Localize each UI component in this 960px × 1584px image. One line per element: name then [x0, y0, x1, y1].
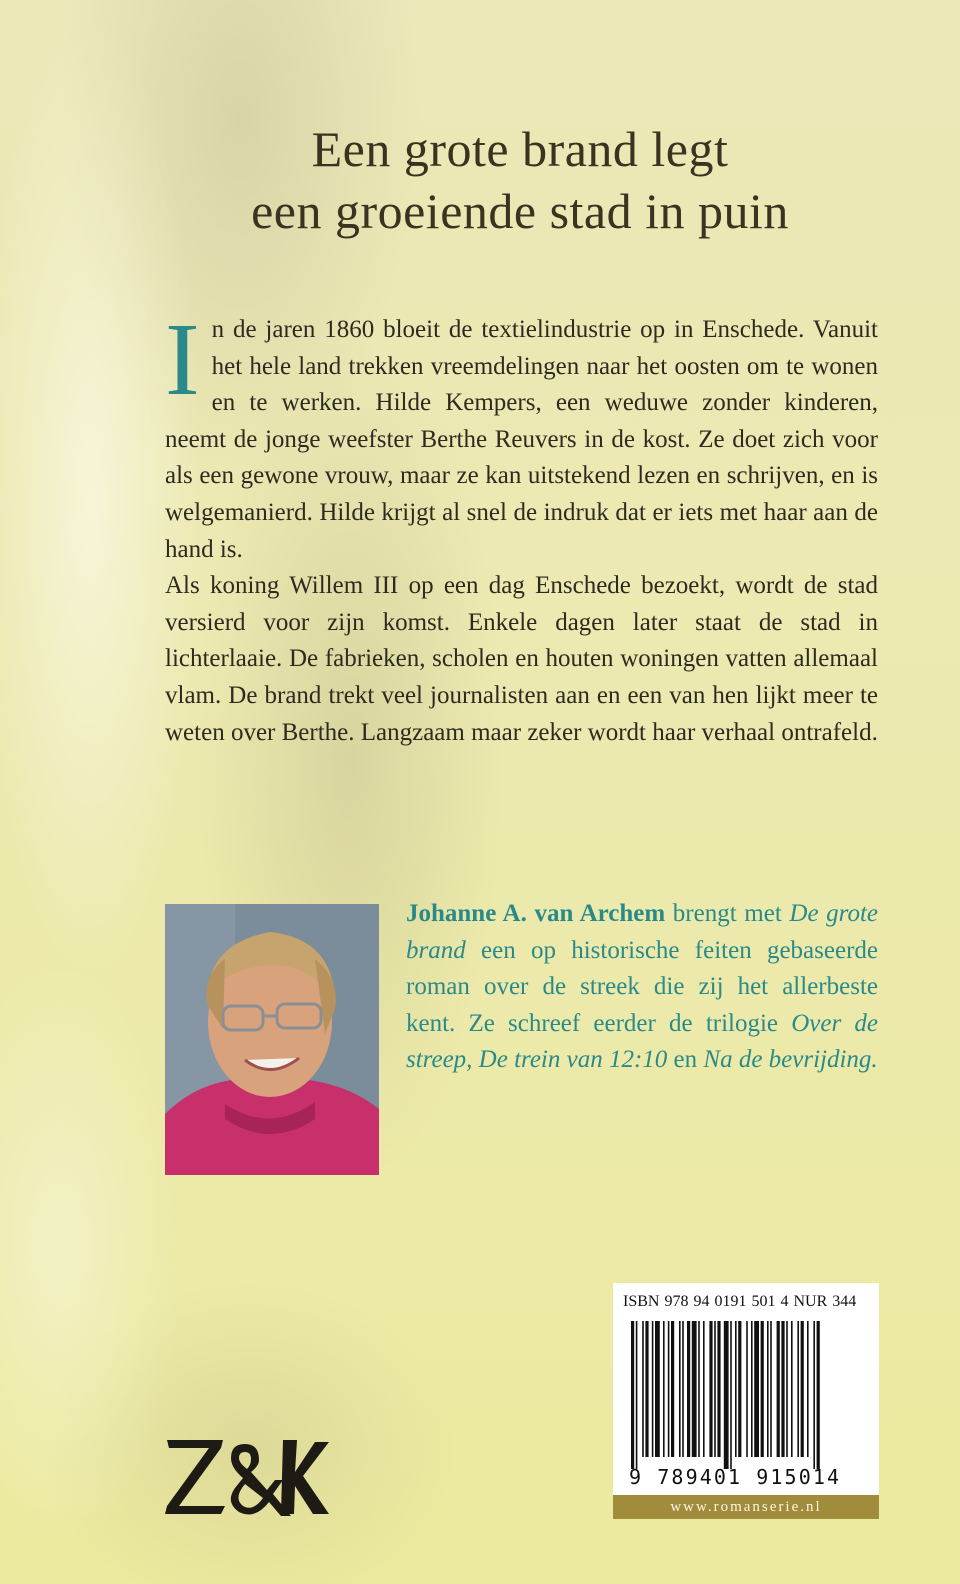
author-name: Johanne A. van Archem: [406, 900, 666, 927]
barcode-bar: [770, 1321, 772, 1457]
author-bio-text-3: en: [667, 1046, 704, 1074]
barcode-bar: [703, 1321, 705, 1457]
synopsis-paragraph-1: [165, 302, 878, 568]
barcode-bar: [767, 1321, 769, 1457]
barcode-bar: [655, 1321, 660, 1457]
barcode-bar: [761, 1321, 764, 1457]
barcode-bar: [671, 1321, 674, 1457]
headline-line-1: Een grote brand legt: [311, 121, 729, 177]
barcode-bar: [730, 1321, 732, 1469]
barcode-bar: [652, 1321, 654, 1457]
barcode-bar: [682, 1321, 684, 1457]
barcode-bar: [801, 1321, 804, 1457]
barcode-bar: [781, 1321, 784, 1457]
barcode-bar: [679, 1321, 681, 1457]
barcode-bar: [817, 1321, 820, 1469]
barcode-bar: [813, 1321, 815, 1469]
publisher-website: www.romanserie.nl: [613, 1495, 879, 1519]
synopsis-paragraph-2: Als koning Willem III op een dag Enschede bezoekt, wordt de stad versierd voor zijn komst. Enkele dagen later staat de stad in lichterlaaie. De fabrieken, scholen en houten woningen vatten allemaal vlam. De brand trekt veel journalisten aan en een van hen lijkt meer te weten over Berthe. Langzaam maar zeker wordt haar verhaal ontrafeld.: [165, 572, 878, 746]
barcode-bar: [714, 1321, 716, 1457]
barcode-bar: [777, 1321, 780, 1457]
book-title-na-de-bevrijding: Na de bevrijding.: [703, 1046, 878, 1074]
barcode-bar: [807, 1321, 809, 1457]
author-photo: [165, 904, 379, 1175]
barcode-bars: [631, 1321, 863, 1469]
isbn-nur-text: ISBN 978 94 0191 501 4 NUR 344: [623, 1293, 857, 1310]
barcode-bar: [735, 1321, 737, 1457]
barcode-bar: [717, 1321, 720, 1457]
barcode-bar: [642, 1321, 644, 1457]
barcode-bar: [797, 1321, 799, 1457]
author-bio: [406, 896, 878, 1079]
barcode-bar: [724, 1321, 729, 1469]
barcode-bar: [738, 1321, 741, 1457]
barcode-bar: [692, 1321, 697, 1457]
barcode-bar: [687, 1321, 690, 1457]
author-bio-text-1: brengt met: [665, 900, 790, 927]
book-title-de-grote-brand: De grote brand: [406, 900, 878, 964]
barcode-bar: [746, 1321, 748, 1457]
barcode-number: 9 789401 915014: [629, 1465, 842, 1489]
barcode-panel: [613, 1283, 879, 1519]
author-bio-text-2: een op historische feiten gebaseerde roman over de streek die zij het allerbeste kent. Ze schreef eerder de trilogie: [406, 936, 878, 1037]
barcode-bar: [668, 1321, 670, 1457]
drop-cap: I: [165, 302, 200, 417]
barcode-bar: [751, 1321, 753, 1457]
barcode-bar: [636, 1321, 638, 1469]
barcode-bar: [754, 1321, 759, 1457]
publisher-logo-zk: [163, 1432, 333, 1527]
barcode-bar: [631, 1321, 634, 1469]
synopsis-paragraph-1-text: n de jaren 1860 bloeit de textielindustrie op in Enschede. Vanuit het hele land trekken vreemdelingen naar het oosten om te wonen en te werken. Hilde Kempers, een weduwe zonder kinderen, neemt de jonge weefster Berthe Reuvers in de kost. Ze doet zich voor als een gewone vrouw, maar ze kan uitstekend lezen en schrijven, en is welgemanierd. Hilde krijgt al snel de indruk dat er iets met haar aan de hand is.: [165, 316, 878, 563]
barcode-bar: [663, 1321, 665, 1457]
trilogy-titles: Over de streep, De trein van 12:10: [406, 1009, 878, 1074]
barcode-bar: [786, 1321, 788, 1457]
synopsis-blurb: [165, 302, 878, 751]
barcode-bar: [645, 1321, 648, 1457]
barcode-bar: [709, 1321, 712, 1457]
barcode-bar: [698, 1321, 700, 1457]
back-cover-headline: [150, 118, 890, 242]
headline-line-2: een groeiende stad in puin: [251, 183, 789, 239]
barcode-bar: [791, 1321, 793, 1457]
